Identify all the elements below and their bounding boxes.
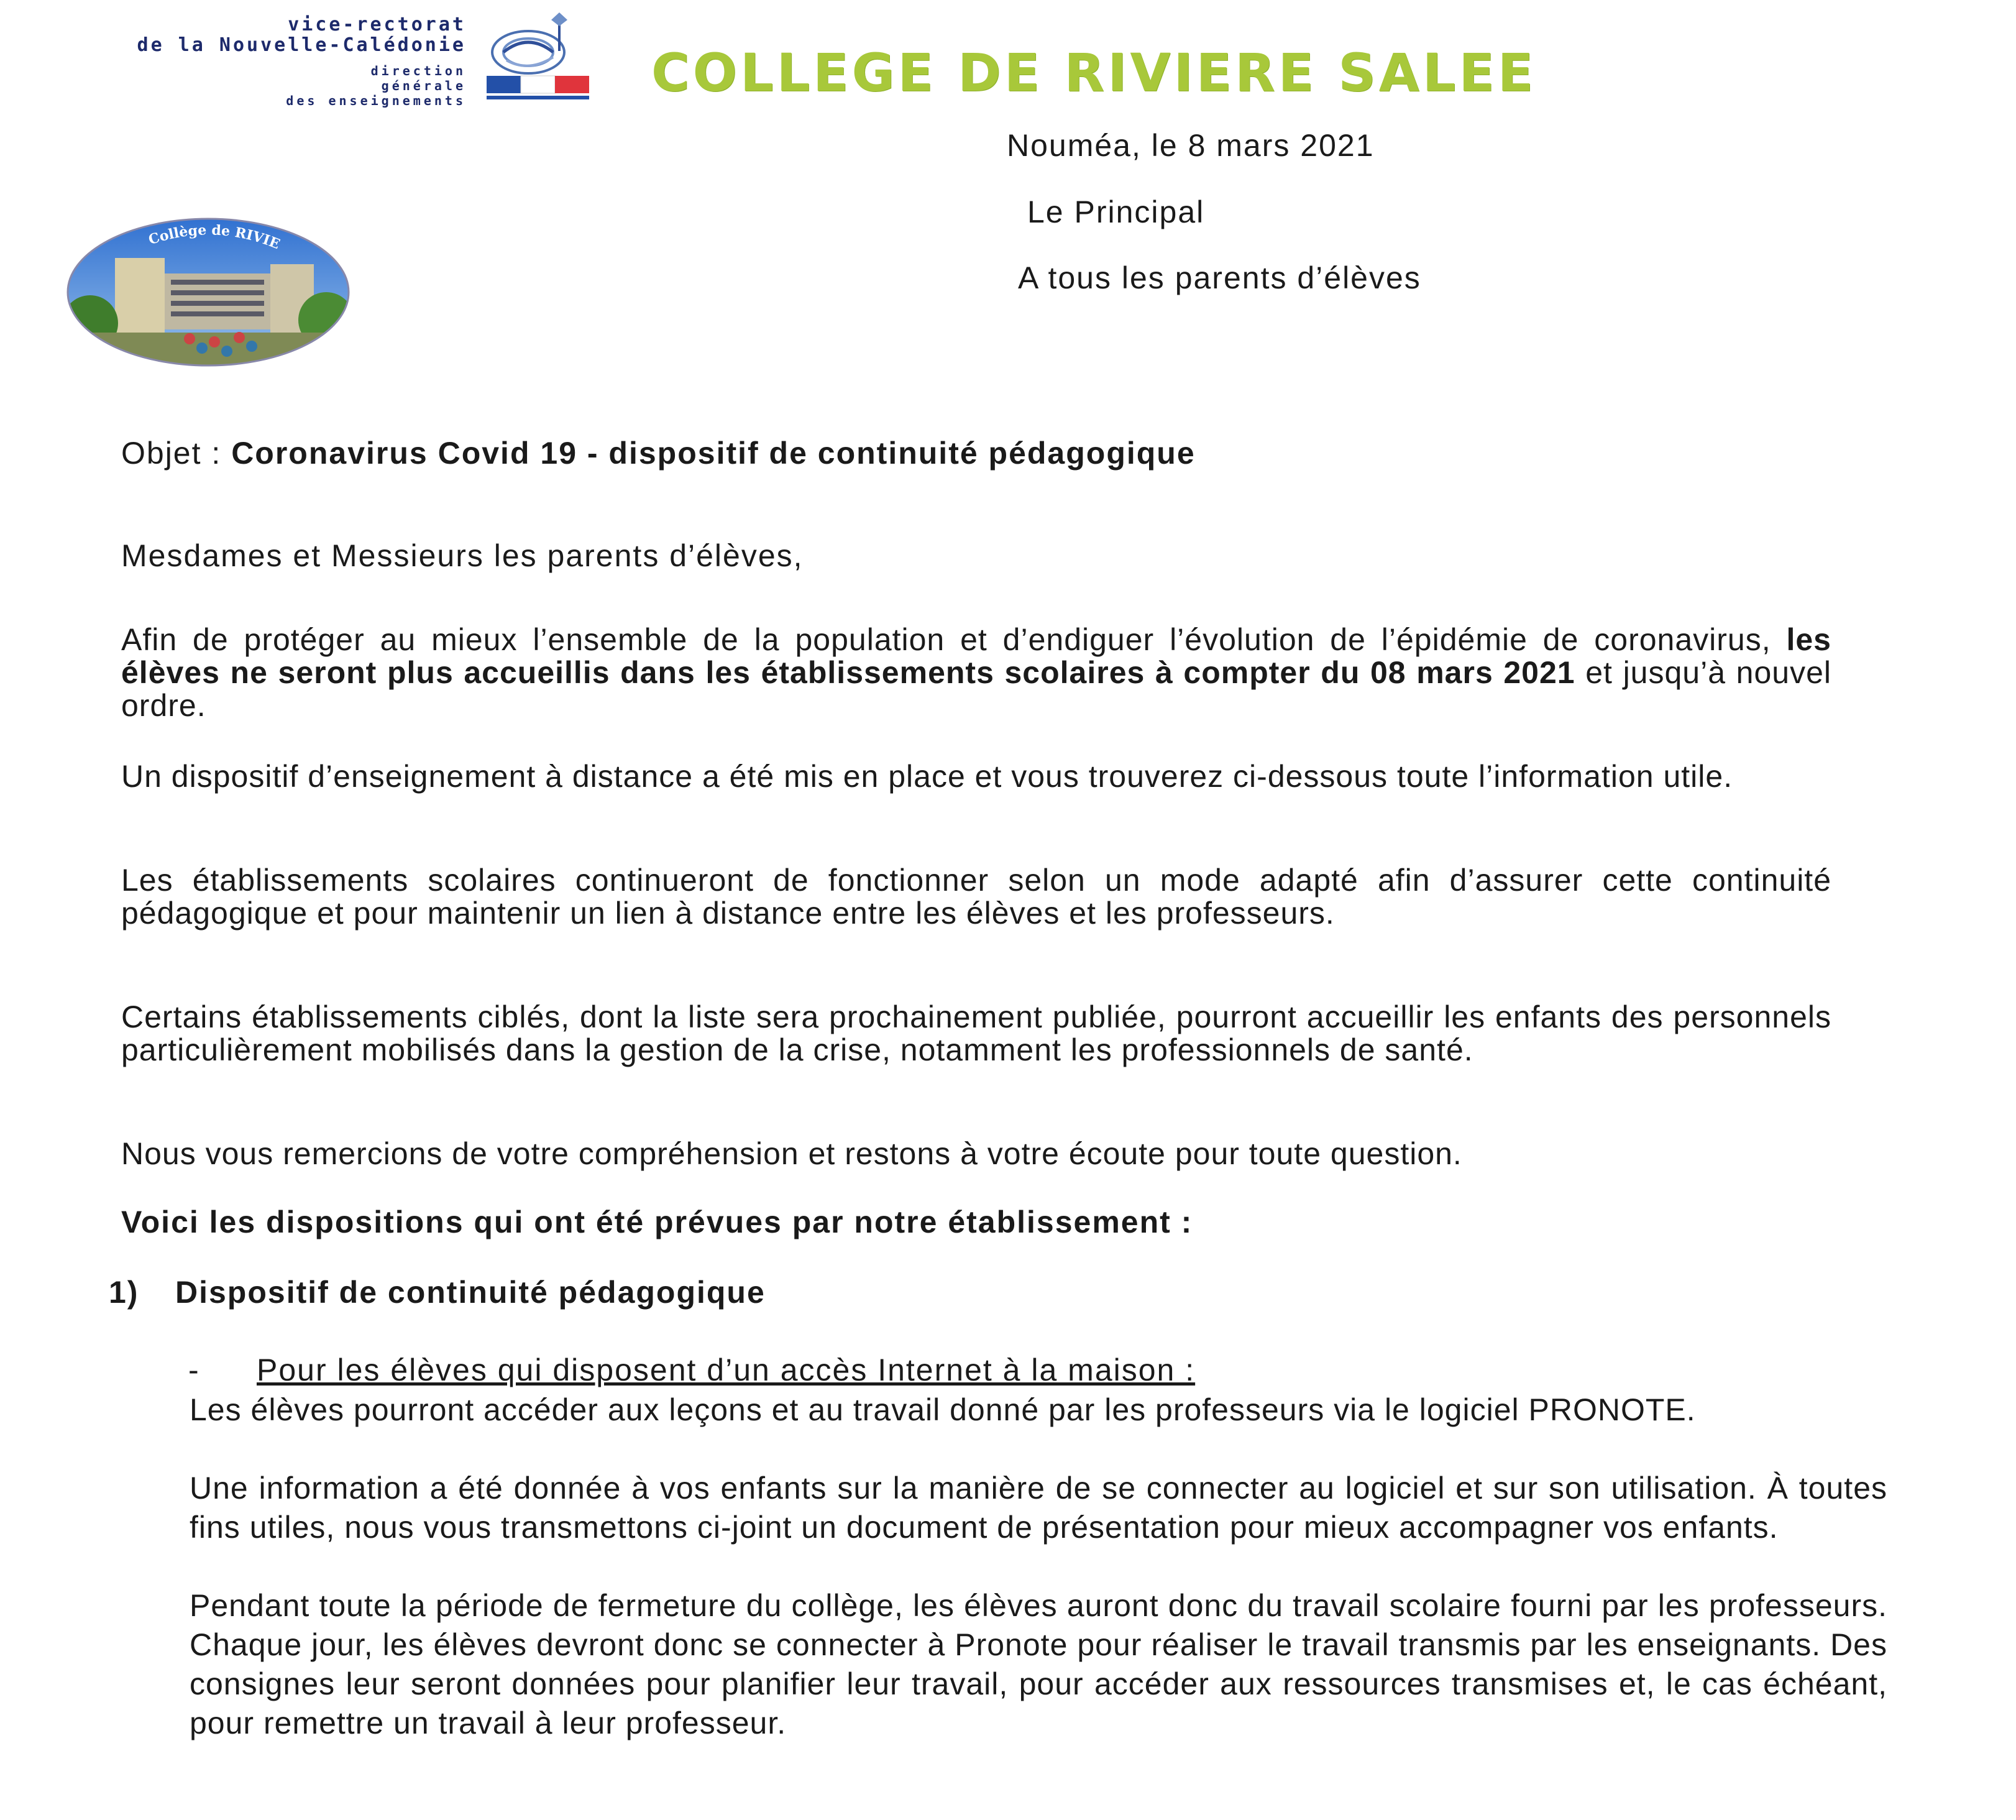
salutation: Mesdames et Messieurs les parents d’élèves,: [121, 538, 804, 573]
college-photo-caption: Collège de RIVIE: [146, 222, 282, 253]
sender: Le Principal: [1027, 195, 1205, 229]
section-1-title: Dispositif de continuité pédagogique: [175, 1275, 766, 1310]
vice-rectorat-emblem-icon: [482, 7, 593, 104]
college-title: COLLEGE DE RIVIERE SALEE: [651, 42, 1537, 103]
paragraph-3: Les établissements scolaires continueront de fonctionner selon un mode adapté afin d’assurer cette continuité pédagogique et pour maintenir un lien à distance entre les élèves et les professeurs.: [121, 863, 1831, 931]
paragraph-1-bold: les élèves ne seront plus accueillis dans les établissements scolaires à compter du 08 mars 2021: [121, 622, 1831, 690]
paragraph-1: [121, 623, 1831, 722]
recipient: A tous les parents d’élèves: [1018, 260, 1421, 295]
paragraph-5: Nous vous remercions de votre compréhension et restons à votre écoute pour toute question.: [121, 1136, 1462, 1171]
paragraph-1-end: et jusqu’à nouvel ordre.: [121, 655, 1831, 723]
vice-rectorat-line-2: de la Nouvelle-Calédonie: [137, 34, 466, 56]
bullet-dash: -: [188, 1353, 200, 1387]
section-1-number: 1): [109, 1275, 139, 1310]
vice-rectorat-block: [93, 14, 466, 108]
place-date: Nouméa, le 8 mars 2021: [1007, 128, 1375, 163]
section-1-heading: [109, 1274, 766, 1310]
paragraph-2: Un dispositif d’enseignement à distance a été mis en place et vous trouverez ci-dessous toute l’information utile.: [121, 759, 1733, 794]
object-label: Objet :: [121, 436, 222, 471]
vice-rectorat-line-1: vice-rectorat: [288, 14, 466, 35]
direction-line-2: générale: [381, 78, 466, 93]
direction-line-1: direction: [370, 63, 466, 78]
bullet-1-title: Pour les élèves qui disposent d’un accès Internet à la maison :: [257, 1353, 1196, 1387]
object-text: Coronavirus Covid 19 - dispositif de continuité pédagogique: [231, 436, 1196, 471]
paragraph-4: Certains établissements ciblés, dont la liste sera prochainement publiée, pourront accueillir les enfants des personnels particulièrement mobilisés dans la gestion de la crise, notamment les professionnels de santé.: [121, 1000, 1831, 1067]
bullet-1-paragraph-3: Pendant toute la période de fermeture du collège, les élèves auront donc du travail scolaire fourni par les professeurs. Chaque jour, les élèves devront donc se connecter à Pronote pour réaliser le travail transmis par les enseignants. Des consignes leur seront données pour planifier leur travail, pour accéder aux ressources transmises et, le cas échéant, pour remettre un travail à leur professeur.: [190, 1588, 1887, 1740]
paragraph-1-intro: Afin de protéger au mieux l’ensemble de la population et d’endiguer l’évolution de l’épidémie de coronavirus,: [121, 622, 1771, 657]
college-photo: [65, 214, 351, 370]
bullet-1-paragraph-1: Les élèves pourront accéder aux leçons et au travail donné par les professeurs via le logiciel PRONOTE.: [190, 1392, 1696, 1427]
object-line: [121, 435, 1196, 471]
bullet-1-paragraph-2: Une information a été donnée à vos enfants sur la manière de se connecter au logiciel et sur son utilisation. À toutes fins utiles, nous vous transmettons ci-joint un document de présentation pour mieux accompagner vos enfants.: [190, 1471, 1887, 1545]
dispositions-heading: Voici les dispositions qui ont été prévues par notre établissement :: [121, 1205, 1193, 1239]
bullet-1-title-line: [188, 1352, 1195, 1388]
direction-line-3: des enseignements: [286, 93, 466, 108]
